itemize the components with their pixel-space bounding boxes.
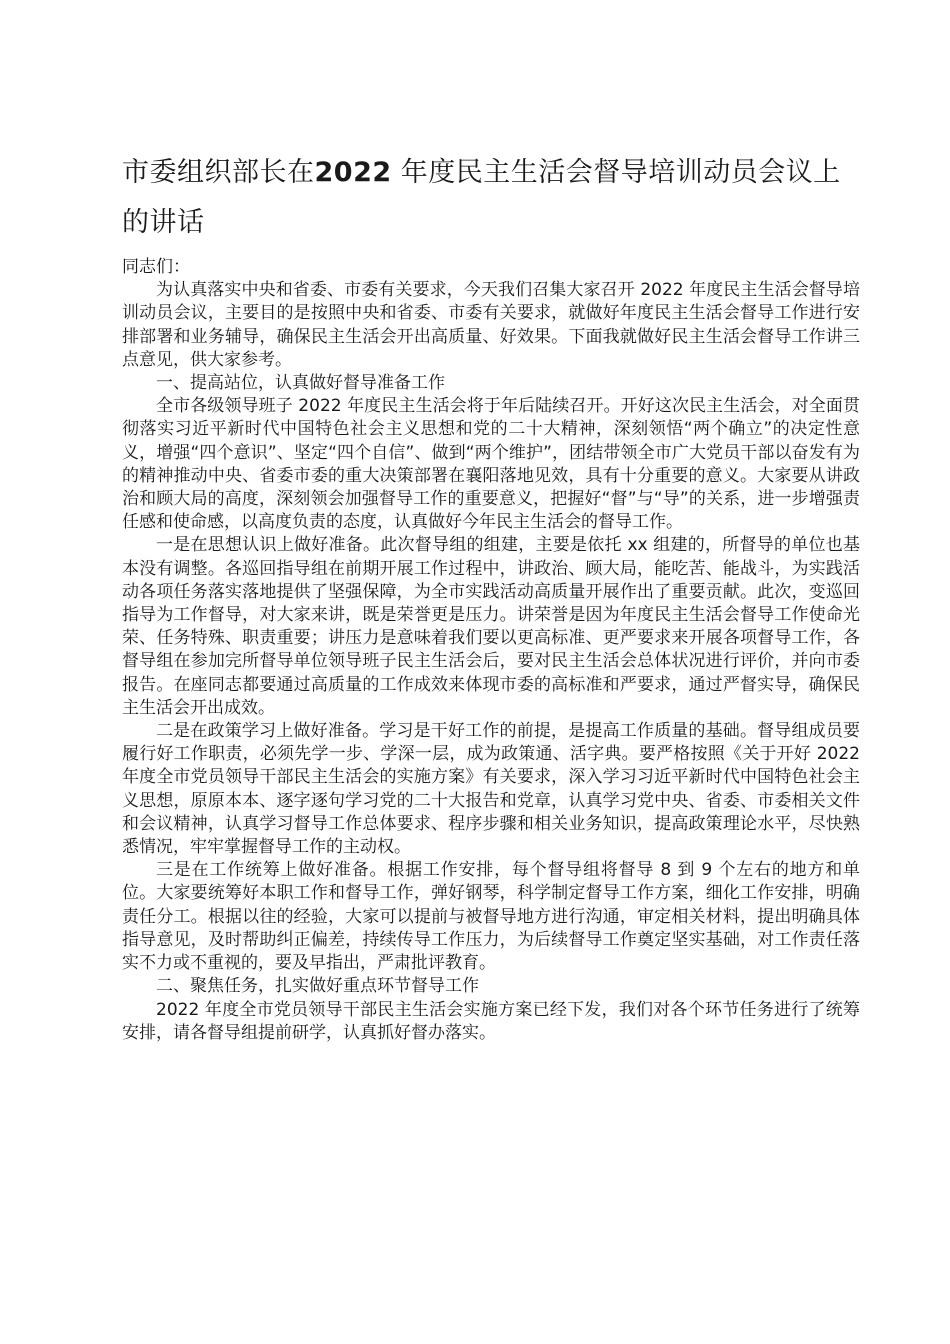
body-paragraph: 一是在思想认识上做好准备。此次督导组的组建，主要是依托 xx 组建的，所督导的单位也基本没有调整。各巡回指导组在前期开展工作过程中，讲政治、顾大局，能吃苦、能战斗，为实践活动各项任务落实落地提供了坚强保障，为全市实践活动高质量开展作出了重要贡献。此次，变巡回指导为工作督导，对大家来讲，既是荣誉更是压力。讲荣誉是因为年度民主生活会督导工作使命光荣、任务特殊、职责重要；讲压力是意味着我们要以更高标准、更严要求来开展各项督导工作，各督导组在参加完所督导单位领导班子民主生活会后，要对民主生活会总体状况进行评价，并向市委报告。在座同志都要通过高质量的工作成效来体现市委的高标准和严要求，通过严督实导，确保民主生活会开出成效。 <box>122 535 860 718</box>
title-year: 2022 <box>314 157 392 188</box>
body-paragraph: 全市各级领导班子 2022 年度民主生活会将于年后陆续召开。开好这次民主生活会，对全面贯彻落实习近平新时代中国特色社会主义思想和党的二十大精神，深刻领悟“两个确立”的决定性意义，增强“四个意识”、坚定“四个自信”、做到“两个维护”，团结带领全市广大党员干部以奋发有为的精神推动中央、省委市委的重大决策部署在襄阳落地见效，具有十分重要的意义。大家要从讲政治和顾大局的高度，深刻领会加强督导工作的重要意义，把握好“督”与“导”的关系，进一步增强责任感和使命感，以高度负责的态度，认真做好今年民主生活会的督导工作。 <box>122 396 860 533</box>
section-heading-2: 二、聚焦任务，扎实做好重点环节督导工作 <box>156 976 479 997</box>
title-part-1: 市委组织部长在 <box>122 157 315 188</box>
intro-paragraph: 为认真落实中央和省委、市委有关要求，今天我们召集大家召开 2022 年度民主生活会督导培训动员会议，主要目的是按照中央和省委、市委有关要求，就做好年度民主生活会督导工作进行安排部署和业务辅导，确保民主生活会开出高质量、好效果。下面我就做好民主生活会督导工作讲三点意见，供大家参考。 <box>122 280 860 370</box>
body-paragraph: 三是在工作统筹上做好准备。根据工作安排，每个督导组将督导 8 到 9 个左右的地方和单位。大家要统筹好本职工作和督导工作，弹好钢琴，科学制定督导工作方案，细化工作安排，明确责任分工。根据以往的经验，大家可以提前与被督导地方进行沟通，审定相关材料，提出明确具体指导意见，及时帮助纠正偏差，持续传导工作压力，为后续督导工作奠定坚实基础，对工作责任落实不力或不重视的，要及早指出，严肃批评教育。 <box>122 860 860 974</box>
salutation: 同志们： <box>122 257 190 277</box>
section-heading-1: 一、提高站位，认真做好督导准备工作 <box>156 373 445 394</box>
document-body <box>122 256 860 1045</box>
title-part-2: 年度民主生活会督导培训动员会议上的讲话 <box>122 157 841 238</box>
document-page <box>122 148 860 1045</box>
body-paragraph: 2022 年度全市党员领导干部民主生活会实施方案已经下发，我们对各个环节任务进行了统筹安排，请各督导组提前研学，认真抓好督办落实。 <box>122 999 860 1043</box>
document-title <box>122 148 860 248</box>
body-paragraph: 二是在政策学习上做好准备。学习是干好工作的前提，是提高工作质量的基础。督导组成员要履行好工作职责，必须先学一步、学深一层，成为政策通、活字典。要严格按照《关于开好 2022 年度全市党员领导干部民主生活会的实施方案》有关要求，深入学习习近平新时代中国特色社会主义思想，原原本本、逐字逐句学习党的二十大报告和党章，认真学习党中央、省委、市委相关文件和会议精神，认真学习督导工作总体要求、程序步骤和相关业务知识，提高政策理论水平，尽快熟悉情况，牢牢掌握督导工作的主动权。 <box>122 721 860 858</box>
